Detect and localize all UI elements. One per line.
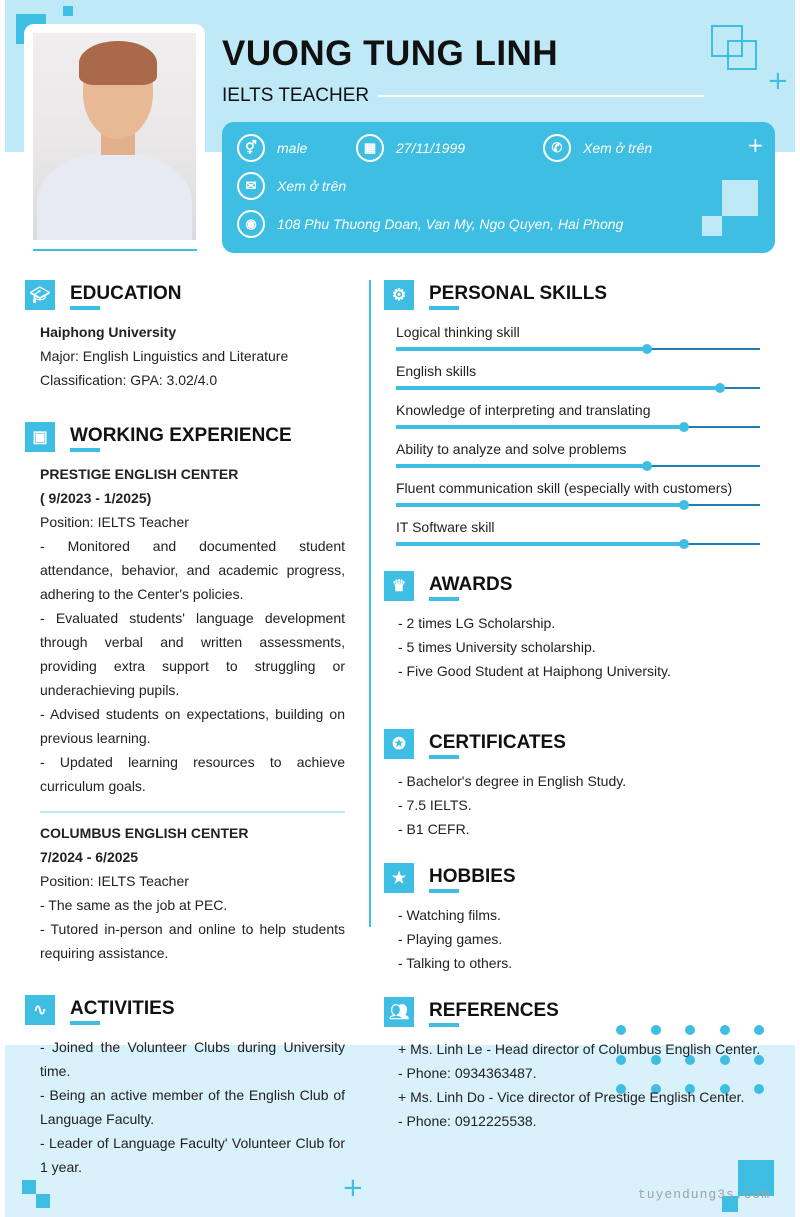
certificate-item: - 7.5 IELTS. bbox=[398, 797, 472, 813]
decor-dot bbox=[754, 1084, 764, 1094]
decor-dot bbox=[616, 1025, 626, 1035]
education-school: Haiphong University bbox=[40, 324, 177, 340]
skill-bar bbox=[396, 387, 760, 389]
decor-dot bbox=[720, 1025, 730, 1035]
hobby-item: - Talking to others. bbox=[398, 955, 513, 971]
job-position: Position: IELTS Teacher bbox=[40, 873, 189, 889]
decor-dot bbox=[754, 1025, 764, 1035]
briefcase-icon: ▣ bbox=[25, 422, 55, 452]
title-divider bbox=[378, 95, 704, 97]
heading-underline bbox=[429, 306, 459, 310]
job-duty: - Advised students on expectations, building on previous learning. bbox=[40, 706, 345, 746]
heading-underline bbox=[70, 306, 100, 310]
experience-heading: WORKING EXPERIENCE bbox=[70, 425, 292, 446]
email-info bbox=[237, 172, 346, 200]
job-duty: - Monitored and documented student attendance, behavior, and academic progress, adhering to the Center's policies. bbox=[40, 538, 345, 602]
graduation-cap-icon: 🎓︎ bbox=[25, 280, 55, 310]
heading-underline bbox=[70, 1021, 100, 1025]
activity-item: - Leader of Language Faculty' Volunteer Club for 1 year. bbox=[40, 1135, 345, 1175]
decor-square bbox=[22, 1180, 36, 1194]
medal-icon: ✪ bbox=[384, 729, 414, 759]
activity-item: - Being an active member of the English Club of Language Faculty. bbox=[40, 1087, 345, 1127]
watermark: tuyendung3s.com bbox=[638, 1187, 771, 1202]
location-icon: ◉ bbox=[237, 210, 265, 238]
job-period: 7/2024 - 6/2025 bbox=[40, 849, 139, 865]
decor-plus: + bbox=[767, 66, 789, 96]
references-heading: REFERENCES bbox=[429, 1000, 559, 1021]
job-company: PRESTIGE ENGLISH CENTER bbox=[40, 466, 239, 482]
skill-label: Ability to analyze and solve problems bbox=[396, 441, 627, 457]
reference-item: + Ms. Linh Le - Head director of Columbus English Center. bbox=[398, 1041, 761, 1057]
decor-square bbox=[722, 180, 758, 216]
decor-dot bbox=[651, 1025, 661, 1035]
heading-underline bbox=[429, 755, 459, 759]
phone-info bbox=[543, 134, 652, 162]
star-icon: ★ bbox=[384, 863, 414, 893]
job-period: ( 9/2023 - 1/2025) bbox=[40, 490, 152, 506]
address-value: 108 Phu Thuong Doan, Van My, Ngo Quyen, Hai Phong bbox=[277, 216, 624, 232]
skill-label: English skills bbox=[396, 363, 477, 379]
awards-heading: AWARDS bbox=[429, 574, 513, 595]
reference-item: - Phone: 0912225538. bbox=[398, 1113, 537, 1129]
award-item: - 2 times LG Scholarship. bbox=[398, 615, 556, 631]
birthday-value: 27/11/1999 bbox=[396, 140, 466, 156]
gear-icon: ⚙ bbox=[384, 280, 414, 310]
skill-bar bbox=[396, 426, 760, 428]
gender-icon: ⚥ bbox=[237, 134, 265, 162]
job-duty: - Tutored in-person and online to help students requiring assistance. bbox=[40, 921, 345, 961]
heading-underline bbox=[429, 1023, 459, 1027]
certificate-item: - Bachelor's degree in English Study. bbox=[398, 773, 627, 789]
gender-info bbox=[237, 134, 307, 162]
job-company: COLUMBUS ENGLISH CENTER bbox=[40, 825, 249, 841]
activity-item: - Joined the Volunteer Clubs during University time. bbox=[40, 1039, 345, 1079]
skill-bar bbox=[396, 504, 760, 506]
education-major: Major: English Linguistics and Literature bbox=[40, 348, 289, 364]
award-item: - Five Good Student at Haiphong University. bbox=[398, 663, 671, 679]
job-position: Position: IELTS Teacher bbox=[40, 514, 189, 530]
decor-square bbox=[36, 1194, 50, 1208]
hobby-item: - Watching films. bbox=[398, 907, 501, 923]
skill-bar bbox=[396, 348, 760, 350]
award-item: - 5 times University scholarship. bbox=[398, 639, 596, 655]
decor-plus: + bbox=[747, 133, 764, 157]
job-title: IELTS TEACHER bbox=[222, 85, 370, 106]
decor-plus: + bbox=[342, 1173, 364, 1203]
job-duty: - Updated learning resources to achieve curriculum goals. bbox=[40, 754, 345, 794]
hobby-item: - Playing games. bbox=[398, 931, 503, 947]
skill-label: Fluent communication skill (especially with customers) bbox=[396, 480, 733, 496]
reference-item: - Phone: 0934363487. bbox=[398, 1065, 537, 1081]
phone-value: Xem ở trên bbox=[583, 140, 653, 156]
calendar-icon: ▦ bbox=[356, 134, 384, 162]
certificates-heading: CERTIFICATES bbox=[429, 732, 566, 753]
job-divider bbox=[40, 811, 345, 813]
birthday-info bbox=[356, 134, 465, 162]
skill-bar bbox=[396, 465, 760, 467]
activity-pulse-icon: ∿ bbox=[25, 995, 55, 1025]
skills-heading: PERSONAL SKILLS bbox=[429, 283, 608, 304]
skill-bar bbox=[396, 543, 760, 545]
decor-dot bbox=[685, 1025, 695, 1035]
job-duty: - Evaluated students' language development through verbal and written assessments, providing extra support to struggling or underachieving pupils. bbox=[40, 610, 345, 698]
activities-heading: ACTIVITIES bbox=[70, 998, 175, 1019]
people-icon: 👥︎ bbox=[384, 997, 414, 1027]
certificate-item: - B1 CEFR. bbox=[398, 821, 470, 837]
candidate-name: VUONG TUNG LINH bbox=[222, 34, 559, 73]
education-heading: EDUCATION bbox=[70, 283, 182, 304]
heading-underline bbox=[70, 448, 100, 452]
heading-underline bbox=[429, 889, 459, 893]
skill-label: IT Software skill bbox=[396, 519, 495, 535]
contact-info-box bbox=[222, 122, 775, 253]
skill-label: Knowledge of interpreting and translating bbox=[396, 402, 651, 418]
gender-value: male bbox=[277, 140, 308, 156]
skill-label: Logical thinking skill bbox=[396, 324, 520, 340]
job-duty: - The same as the job at PEC. bbox=[40, 897, 228, 913]
photo-underline bbox=[33, 249, 197, 251]
address-info bbox=[237, 210, 623, 238]
decor-outline-square bbox=[727, 40, 757, 70]
trophy-icon: ♛ bbox=[384, 571, 414, 601]
profile-photo-card bbox=[24, 24, 205, 250]
decor-square bbox=[63, 6, 73, 16]
email-icon: ✉ bbox=[237, 172, 265, 200]
profile-photo bbox=[33, 33, 196, 240]
email-value: Xem ở trên bbox=[277, 178, 347, 194]
column-divider bbox=[369, 280, 371, 927]
decor-square bbox=[702, 216, 722, 236]
heading-underline bbox=[429, 597, 459, 601]
phone-icon: ✆ bbox=[543, 134, 571, 162]
education-classification: Classification: GPA: 3.02/4.0 bbox=[40, 372, 218, 388]
hobbies-heading: HOBBIES bbox=[429, 866, 516, 887]
reference-item: + Ms. Linh Do - Vice director of Prestige English Center. bbox=[398, 1089, 745, 1105]
